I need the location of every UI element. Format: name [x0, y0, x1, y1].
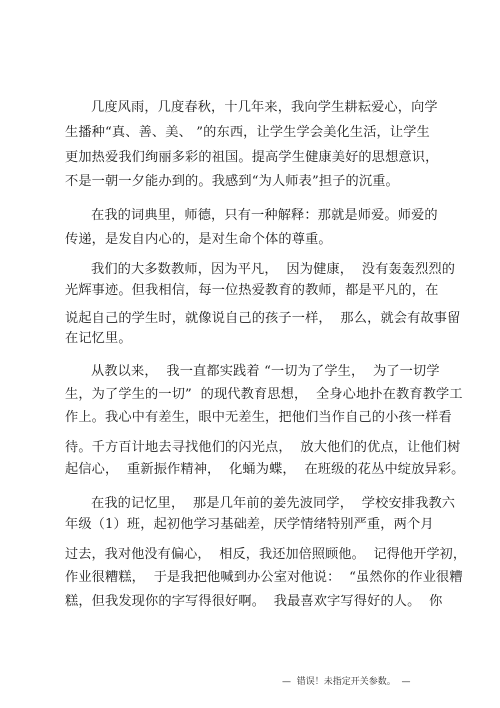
text-line: 作上。我心中有差生，眼中无差生，把他们当作自己的小孩一样看 [65, 410, 452, 425]
page-footer: — 错误！未指定开关参数。 — [282, 677, 411, 687]
text-line: 糕，但我发现你的字写得很好啊。 我最喜欢字写得好的人。 你 [65, 594, 443, 609]
text-line: 我们的大多数教师，因为平凡， 因为健康， 没有轰轰烈烈的 [91, 262, 456, 277]
text-line: 在我的词典里，师德，只有一种解释：那就是师爱。师爱的 [91, 208, 438, 223]
text-line: 从教以来， 我一直都实践着 “一切为了学生， 为了一切学 [91, 364, 440, 379]
text-line: 在记忆里。 [65, 331, 132, 346]
text-line: 年级（1）班，起初他学习基础差，厌学情绪特别严重，两个月 [65, 517, 434, 532]
text-line: 生，为了学生的一切” 的现代教育思想， 全身心地扑在教育教学工 [65, 387, 463, 402]
text-line: 生播种“真、善、美、 ”的东西，让学生学会美化生活，让学生 [65, 125, 430, 140]
text-line: 传递，是发自内心的，是对生命个体的尊重。 [65, 232, 332, 247]
text-line: 起信心， 重新振作精神， 化蛹为蝶， 在班级的花丛中绽放异彩。 [65, 462, 465, 477]
text-line: 更加热爱我们绚丽多彩的祖国。提高学生健康美好的思想意识， [65, 150, 439, 165]
text-line: 在我的记忆里， 那是几年前的姜先波同学， 学校安排我教六 [91, 496, 456, 511]
text-line: 几度风雨，几度春秋，十几年来，我向学生耕耘爱心，向学 [91, 100, 438, 115]
text-line: 光辉事迹。但我相信，每一位热爱教育的教师，都是平凡的，在 [65, 283, 439, 298]
text-line: 待。千方百计地去寻找他们的闪光点， 放大他们的优点，让他们树 [65, 440, 461, 455]
text-line: 不是一朝一夕能办到的。我感到“为人师表”担子的沉重。 [65, 174, 399, 189]
text-line: 说起自己的学生时，就像说自己的孩子一样， 那么，就会有故事留 [65, 311, 461, 326]
text-line: 过去，我对他没有偏心， 相反，我还加倍照顾他。 记得他开学初， [65, 547, 467, 562]
text-line: 作业很糟糕， 于是我把他喊到办公室对他说： “虽然你的作业很糟 [65, 570, 463, 585]
